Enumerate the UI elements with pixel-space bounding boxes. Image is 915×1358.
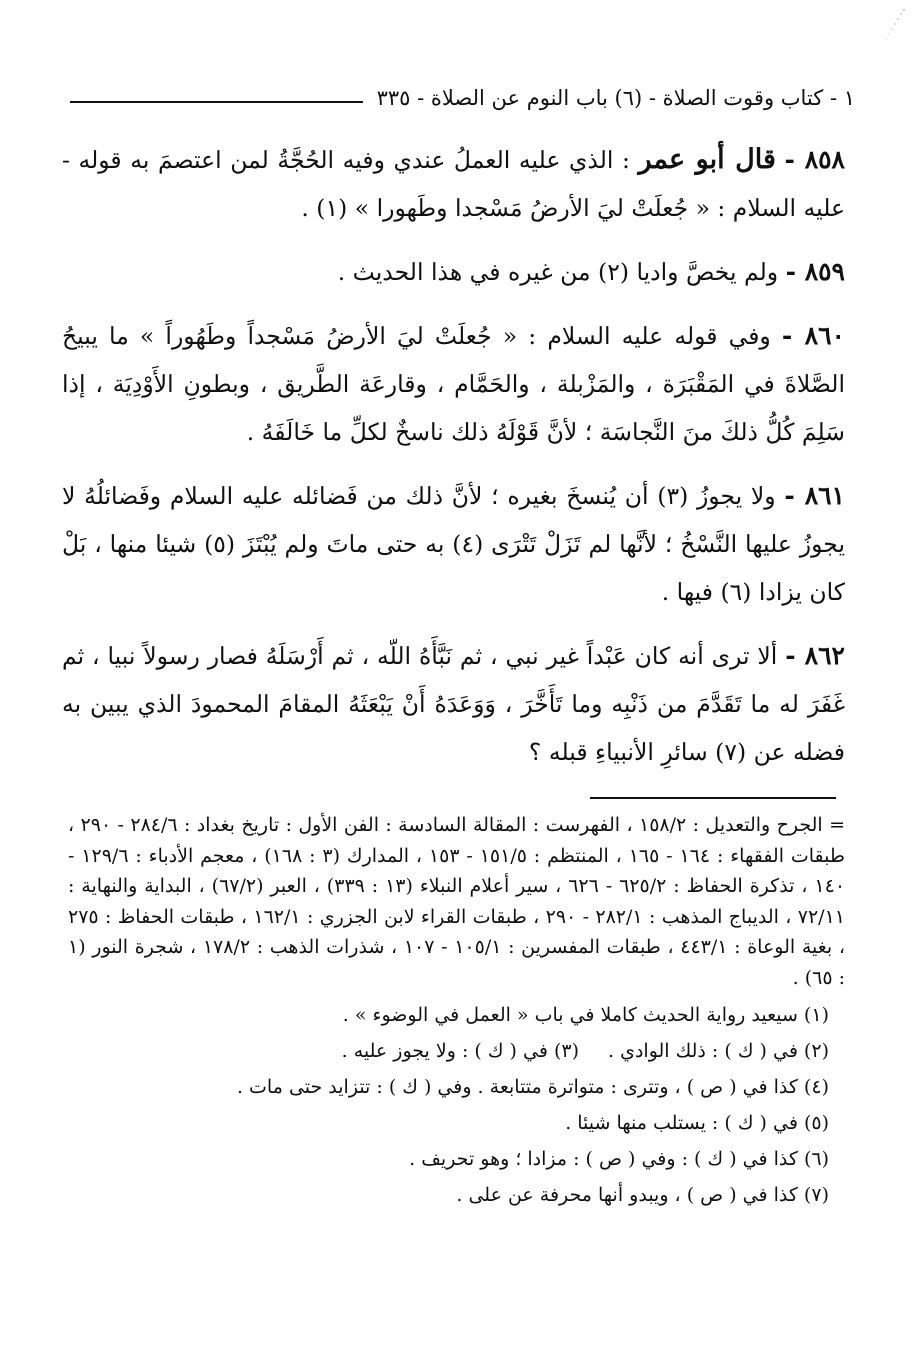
- footnotes: [68, 810, 845, 1213]
- speaker-name: قال أبو عمر: [638, 144, 776, 175]
- footnote-3: (٣) في ( ك ) : ولا يجوز عليه .: [341, 1040, 579, 1062]
- running-header: [70, 80, 855, 116]
- paragraph-text: ولا يجوزُ (٣) أن يُنسخَ بغيره ؛ لأنَّ ذلك من فَضائله عليه السلام وفَضائلُهُ لا يجوزُ عليها النَّسْخُ ؛ لأنَّها لم تَزَلْ تَتْرَى (٤) به حتى ماتَ ولم يُبْتَزَ (٥) شيئا منها ، بَلْ كان يزادا (٦) فيها .: [62, 482, 845, 606]
- paragraph-number: ٨٦٢ -: [785, 641, 845, 670]
- footnote-1: (١) سيعيد رواية الحديث كاملا في باب « العمل في الوضوء » .: [342, 1004, 829, 1026]
- main-text: [62, 136, 845, 792]
- paragraph-number: ٨٦٠ -: [781, 321, 845, 350]
- paragraph-number: ٨٦١ -: [784, 481, 845, 510]
- footnote-5: (٥) في ( ك ) : يستلب منها شيئا .: [565, 1112, 829, 1134]
- paragraph-number: ٨٥٨ -: [784, 145, 845, 174]
- paragraph-858: [62, 136, 845, 232]
- paragraph-text: وفي قوله عليه السلام : « جُعلَتْ ليَ الأرضُ مَسْجداً وطَهُوراً » ما يبيحُ الصَّلاةَ في المَقْبَرَة ، والمَزْبلة ، والحَمَّام ، وقارعَة الطَّريق ، وبطونِ الأَوْدِيَة ، إذا سَلِمَ كُلُّ ذلكَ منَ النَّجاسَة ؛ لأنَّ قَوْلَهُ ذلك ناسخٌ لكلِّ ما خَالَفَهُ .: [62, 322, 845, 446]
- paragraph-number: ٨٥٩ -: [785, 257, 845, 286]
- paragraph-862: [62, 632, 845, 776]
- header-rule: [70, 101, 363, 103]
- scan-artifact-dots: [868, 6, 908, 46]
- paragraph-text: : الذي عليه العملُ عندي وفيه الحُجَّةُ لمن اعتصمَ به قوله - عليه السلام : « جُعلَتْ ليَ الأرضُ مَسْجدا وطَهورا » (١) .: [62, 146, 845, 222]
- footnote-continuation: = الجرح والتعديل : ١٥٨/٢ ، الفهرست : المقالة السادسة : الفن الأول : تاريخ بغداد : ٢٨٤/٦ - ٢٩٠ ، طبقات الفقهاء : ١٦٤ - ١٦٥ ، المنتظم : ١٥١/٥ - ١٥٣ ، المدارك (٣ : ١٦٨) ، معجم الأدباء : ١٢٩/٦ - ١٤٠ ، تذكرة الحفاظ : ٦٢٥/٢ - ٦٢٦ ، سير أعلام النبلاء (١٣ : ٣٣٩) ، العبر (٦٧/٢) ، البداية والنهاية : ٧٢/١١ ، الديباج المذهب : ٢٨٢/١ - ٢٩٠ ، طبقات القراء لابن الجزري : ١٦٢/١ ، طبقات الحفاظ : ٢٧٥ ، بغية الوعاة : ٤٤٣/١ ، طبقات المفسرين : ١٠٥/١ - ١٠٧ ، شذرات الذهب : ١٧٨/٢ ، شجرة النور (١ : ٦٥) .: [68, 814, 846, 989]
- footnote-4: (٤) كذا في ( ص ) ، وتترى : متواترة متتابعة . وفي ( ك ) : تتزايد حتى مات .: [236, 1076, 829, 1098]
- paragraph-861: [62, 472, 845, 616]
- running-header-text: ١ - كتاب وقوت الصلاة - (٦) باب النوم عن الصلاة - ٣٣٥: [376, 86, 855, 110]
- paragraph-860: [62, 312, 845, 456]
- paragraph-text: ولم يخصَّ واديا (٢) من غيره في هذا الحديث .: [337, 258, 779, 286]
- footnote-separator: [590, 797, 836, 799]
- footnote-2: (٢) في ( ك ) : ذلك الوادي .: [608, 1040, 829, 1062]
- paragraph-859: [62, 248, 845, 296]
- paragraph-text: ألا ترى أنه كان عَبْداً غير نبي ، ثم نَبَّأَهُ اللّه ، ثم أَرْسَلَهُ فصار رسولاً نبيا ، ثم غَفَرَ له ما تَقَدَّمَ من ذَنْبِه وما تَأَخَّرَ ، وَوَعَدَهُ أَنْ يَبْعَثَهُ المقامَ المحمودَ الذي يبين به فضله عن (٧) سائرِ الأنبياءِ قبله ؟: [62, 642, 845, 766]
- footnote-6: (٦) كذا في ( ك ) : وفي ( ص ) : مزادا ؛ وهو تحريف .: [409, 1148, 829, 1170]
- footnote-row-2-3: [68, 1033, 845, 1069]
- footnote-7: (٧) كذا في ( ص ) ، ويبدو أنها محرفة عن على .: [456, 1184, 829, 1206]
